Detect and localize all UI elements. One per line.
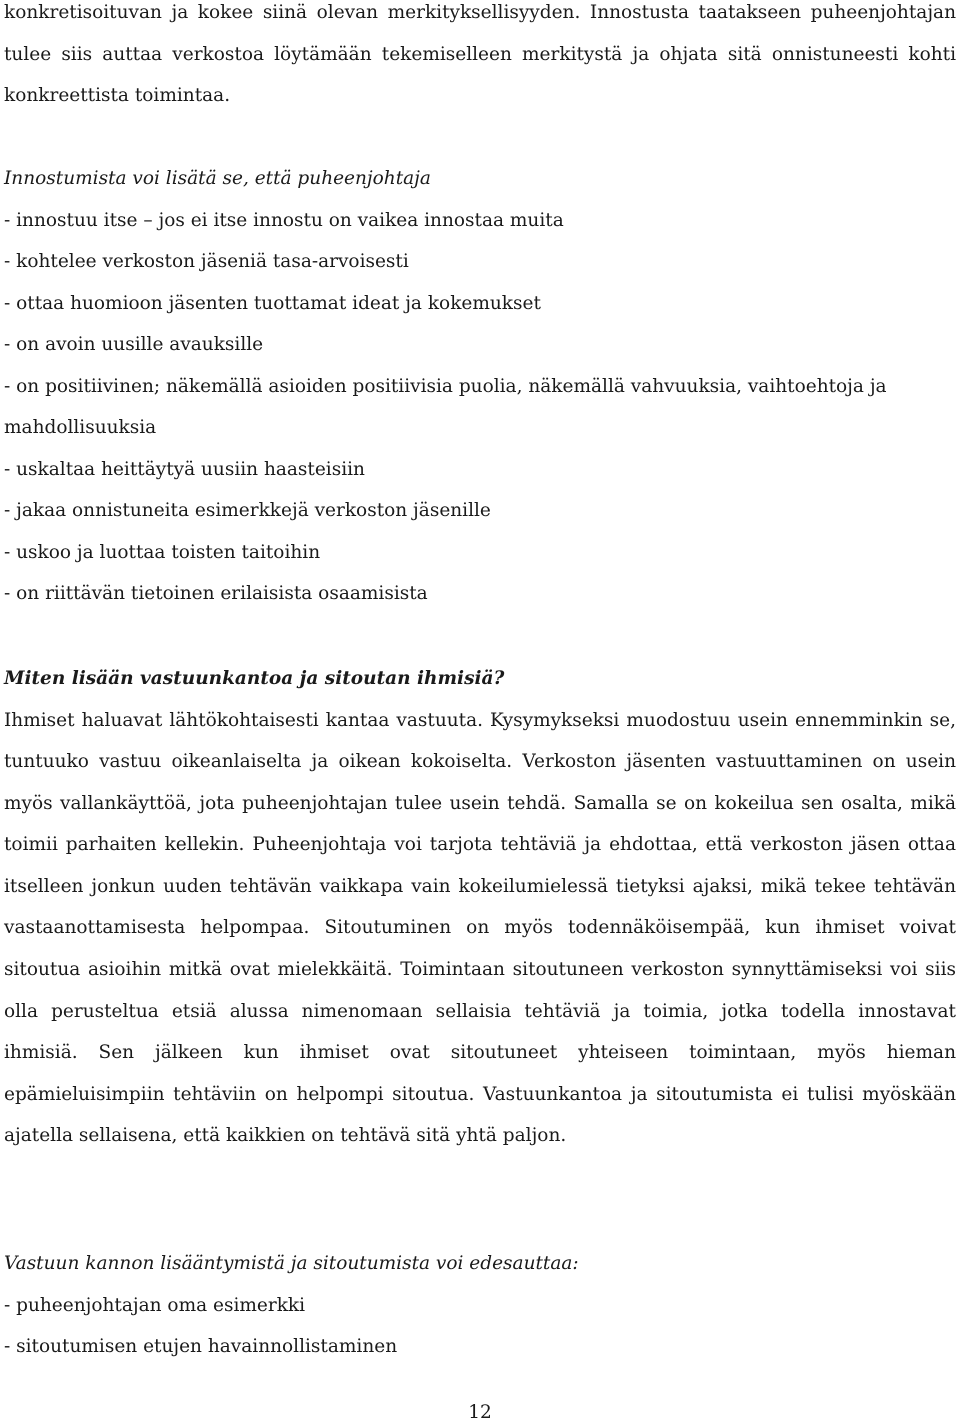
list-item: - uskaltaa heittäytyä uusiin haasteisiin: [4, 458, 365, 480]
list-item: - sitoutumisen etujen havainnollistaminen: [4, 1336, 398, 1357]
list-item: - kohtelee verkoston jäseniä tasa-arvoisesti: [4, 251, 409, 272]
list-item: - on positiivinen; näkemällä asioiden positiivisia puolia, näkemällä vahvuuksia, vaihtoehtoja ja mahdollisuuksia: [4, 375, 887, 438]
page-number: 12: [468, 1402, 492, 1423]
list-item: - on riittävän tietoinen erilaisista osaamisista: [4, 583, 428, 604]
commitment-section: [4, 658, 956, 1157]
list-item: - puheenjohtajan oma esimerkki: [4, 1294, 306, 1316]
intro-section: [4, 0, 956, 117]
list-item: - ottaa huomioon jäsenten tuottamat ideat ja kokemukset: [4, 292, 541, 314]
list-item: - on avoin uusille avauksille: [4, 334, 264, 355]
responsibility-heading: Vastuun kannon lisääntymistä ja sitoutumista voi edesauttaa:: [4, 1253, 579, 1274]
inspiration-section: [4, 158, 956, 615]
inspiration-heading: Innostumista voi lisätä se, että puheenjohtaja: [4, 168, 431, 189]
list-item: - jakaa onnistuneita esimerkkejä verkoston jäsenille: [4, 500, 491, 521]
intro-paragraph: konkretisoituvan ja kokee siinä olevan merkityksellisyyden. Innostusta taatakseen puheenjohtajan tulee siis auttaa verkostoa löytämään tekemiselleen merkitystä ja ohjata sitä onnistuneesti kohti konkreettista toimintaa.: [4, 2, 956, 107]
commitment-paragraph: Ihmiset haluavat lähtökohtaisesti kantaa vastuuta. Kysymykseksi muodostuu usein ennemminkin se, tuntuuko vastuu oikeanlaiselta ja oikean kokoiselta. Verkoston jäsenten vastuuttaminen on usein myös vallankäyttöä, jota puheenjohtajan tulee usein tehdä. Samalla se on kokeilua sen osalta, mikä toimii parhaiten kellekin. Puheenjohtaja voi tarjota tehtäviä ja ehdottaa, että verkoston jäsen ottaa itselleen jonkun uuden tehtävän vaikkapa vain kokeilumielessä tietyksi ajaksi, mikä tekee tehtävän vastaanottamisesta helpompaa. Sitoutuminen on myös todennäköisempää, kun ihmiset voivat sitoutua asioihin mitkä ovat mielekkäitä. Toimintaan sitoutuneen verkoston synnyttämiseksi voi siis olla perusteltua etsiä alussa nimenomaan sellaisia tehtäviä ja toimia, jotka todella innostavat ihmisiä. Sen jälkeen kun ihmiset ovat sitoutuneet yhteiseen toimintaan, myös hieman epämieluisimpiin tehtäviin on helpompi sitoutua. Vastuunkantoa ja sitoutumista ei tulisi myöskään ajatella sellaisena, että kaikkien on tehtävä sitä yhtä paljon.: [4, 709, 956, 1147]
list-item: - innostuu itse – jos ei itse innostu on vaikea innostaa muita: [4, 209, 564, 231]
list-item: - uskoo ja luottaa toisten taitoihin: [4, 541, 321, 563]
responsibility-section: [4, 1243, 956, 1368]
commitment-heading: Miten lisään vastuunkantoa ja sitoutan ihmisiä?: [4, 668, 505, 689]
